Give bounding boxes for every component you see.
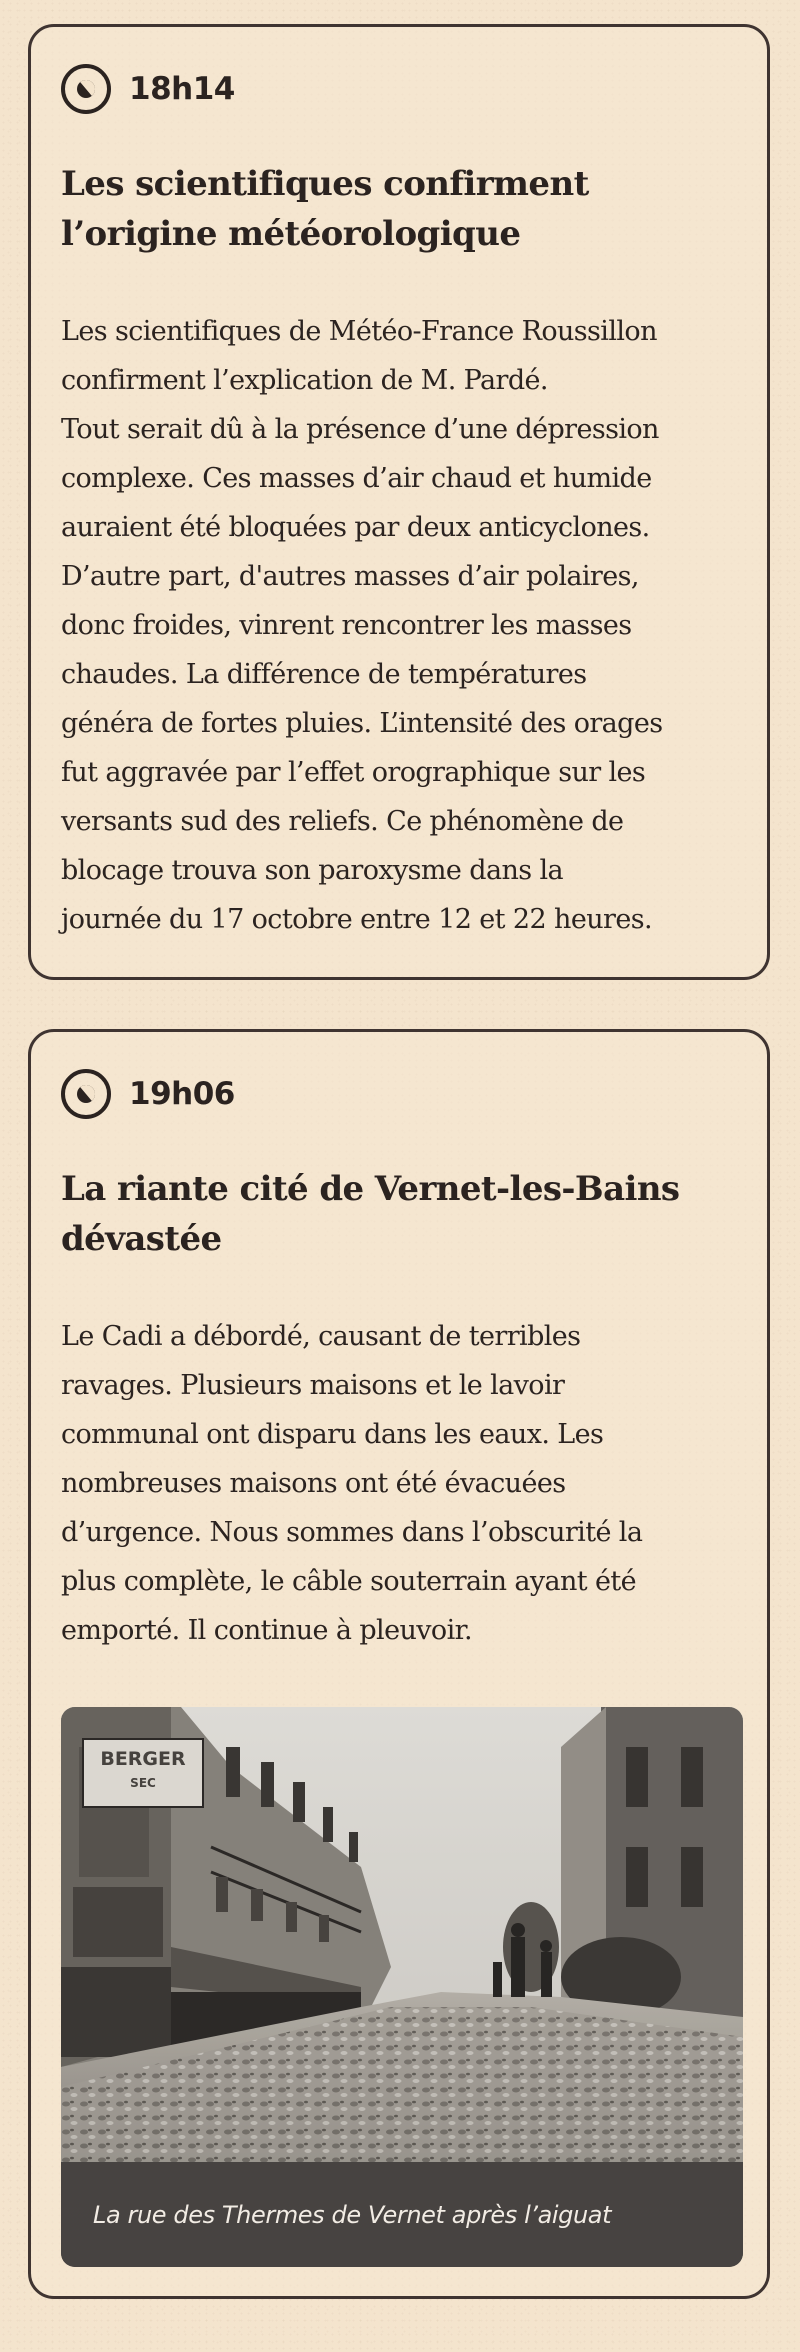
entry-title-line: Les scientifiques confirment: [61, 164, 589, 204]
body-line: donc froides, vinrent rencontrer les masses: [61, 610, 632, 641]
timestamp-row: [61, 61, 235, 117]
clock-icon: [61, 64, 111, 114]
body-line: nombreuses maisons ont été évacuées: [61, 1468, 566, 1499]
body-line: chaudes. La différence de températures: [61, 659, 587, 690]
entry-title-line: dévastée: [61, 1219, 222, 1259]
photo-caption: La rue des Thermes de Vernet après l’aiguat: [93, 2200, 612, 2229]
body-line: fut aggravée par l’effet orographique sur les: [61, 757, 646, 788]
body-line: Tout serait dû à la présence d’une dépression: [61, 414, 659, 445]
timeline-entry: [28, 24, 770, 980]
body-line: ravages. Plusieurs maisons et le lavoir: [61, 1370, 565, 1401]
photo-caption-bar: [61, 2162, 743, 2267]
entry-title: [61, 159, 741, 259]
archive-photo-figure: [61, 1707, 743, 2267]
timestamp: 18h14: [129, 71, 235, 107]
timestamp-row: [61, 1066, 235, 1122]
entry-title: [61, 1164, 741, 1264]
body-line: versants sud des reliefs. Ce phénomène de: [61, 806, 624, 837]
body-line: blocage trouva son paroxysme dans la: [61, 855, 564, 886]
timestamp: 19h06: [129, 1076, 235, 1112]
entry-body: [61, 1312, 751, 1655]
entry-title-line: La riante cité de Vernet-les-Bains: [61, 1169, 680, 1209]
body-line: D’autre part, d'autres masses d’air polaires,: [61, 561, 639, 592]
body-line: Les scientifiques de Météo-France Roussillon: [61, 316, 657, 347]
entry-body: [61, 307, 751, 944]
body-line: généra de fortes pluies. L’intensité des orages: [61, 708, 663, 739]
body-line: plus complète, le câble souterrain ayant été: [61, 1566, 637, 1597]
body-line: complexe. Ces masses d’air chaud et humide: [61, 463, 652, 494]
clock-icon: [61, 1069, 111, 1119]
body-line: journée du 17 octobre entre 12 et 22 heures.: [61, 904, 652, 935]
body-line: auraient été bloquées par deux anticyclones.: [61, 512, 650, 543]
shop-sign-subtext: SEC: [130, 1776, 156, 1790]
archive-photo: [61, 1707, 743, 2162]
body-line: confirment l’explication de M. Pardé.: [61, 365, 548, 396]
shop-sign-text: BERGER: [100, 1748, 186, 1770]
entry-title-line: l’origine météorologique: [61, 214, 521, 254]
body-line: emporté. Il continue à pleuvoir.: [61, 1615, 472, 1646]
body-line: Le Cadi a débordé, causant de terribles: [61, 1321, 581, 1352]
body-line: d’urgence. Nous sommes dans l’obscurité la: [61, 1517, 643, 1548]
body-line: communal ont disparu dans les eaux. Les: [61, 1419, 604, 1450]
timeline-entry: [28, 1029, 770, 2299]
